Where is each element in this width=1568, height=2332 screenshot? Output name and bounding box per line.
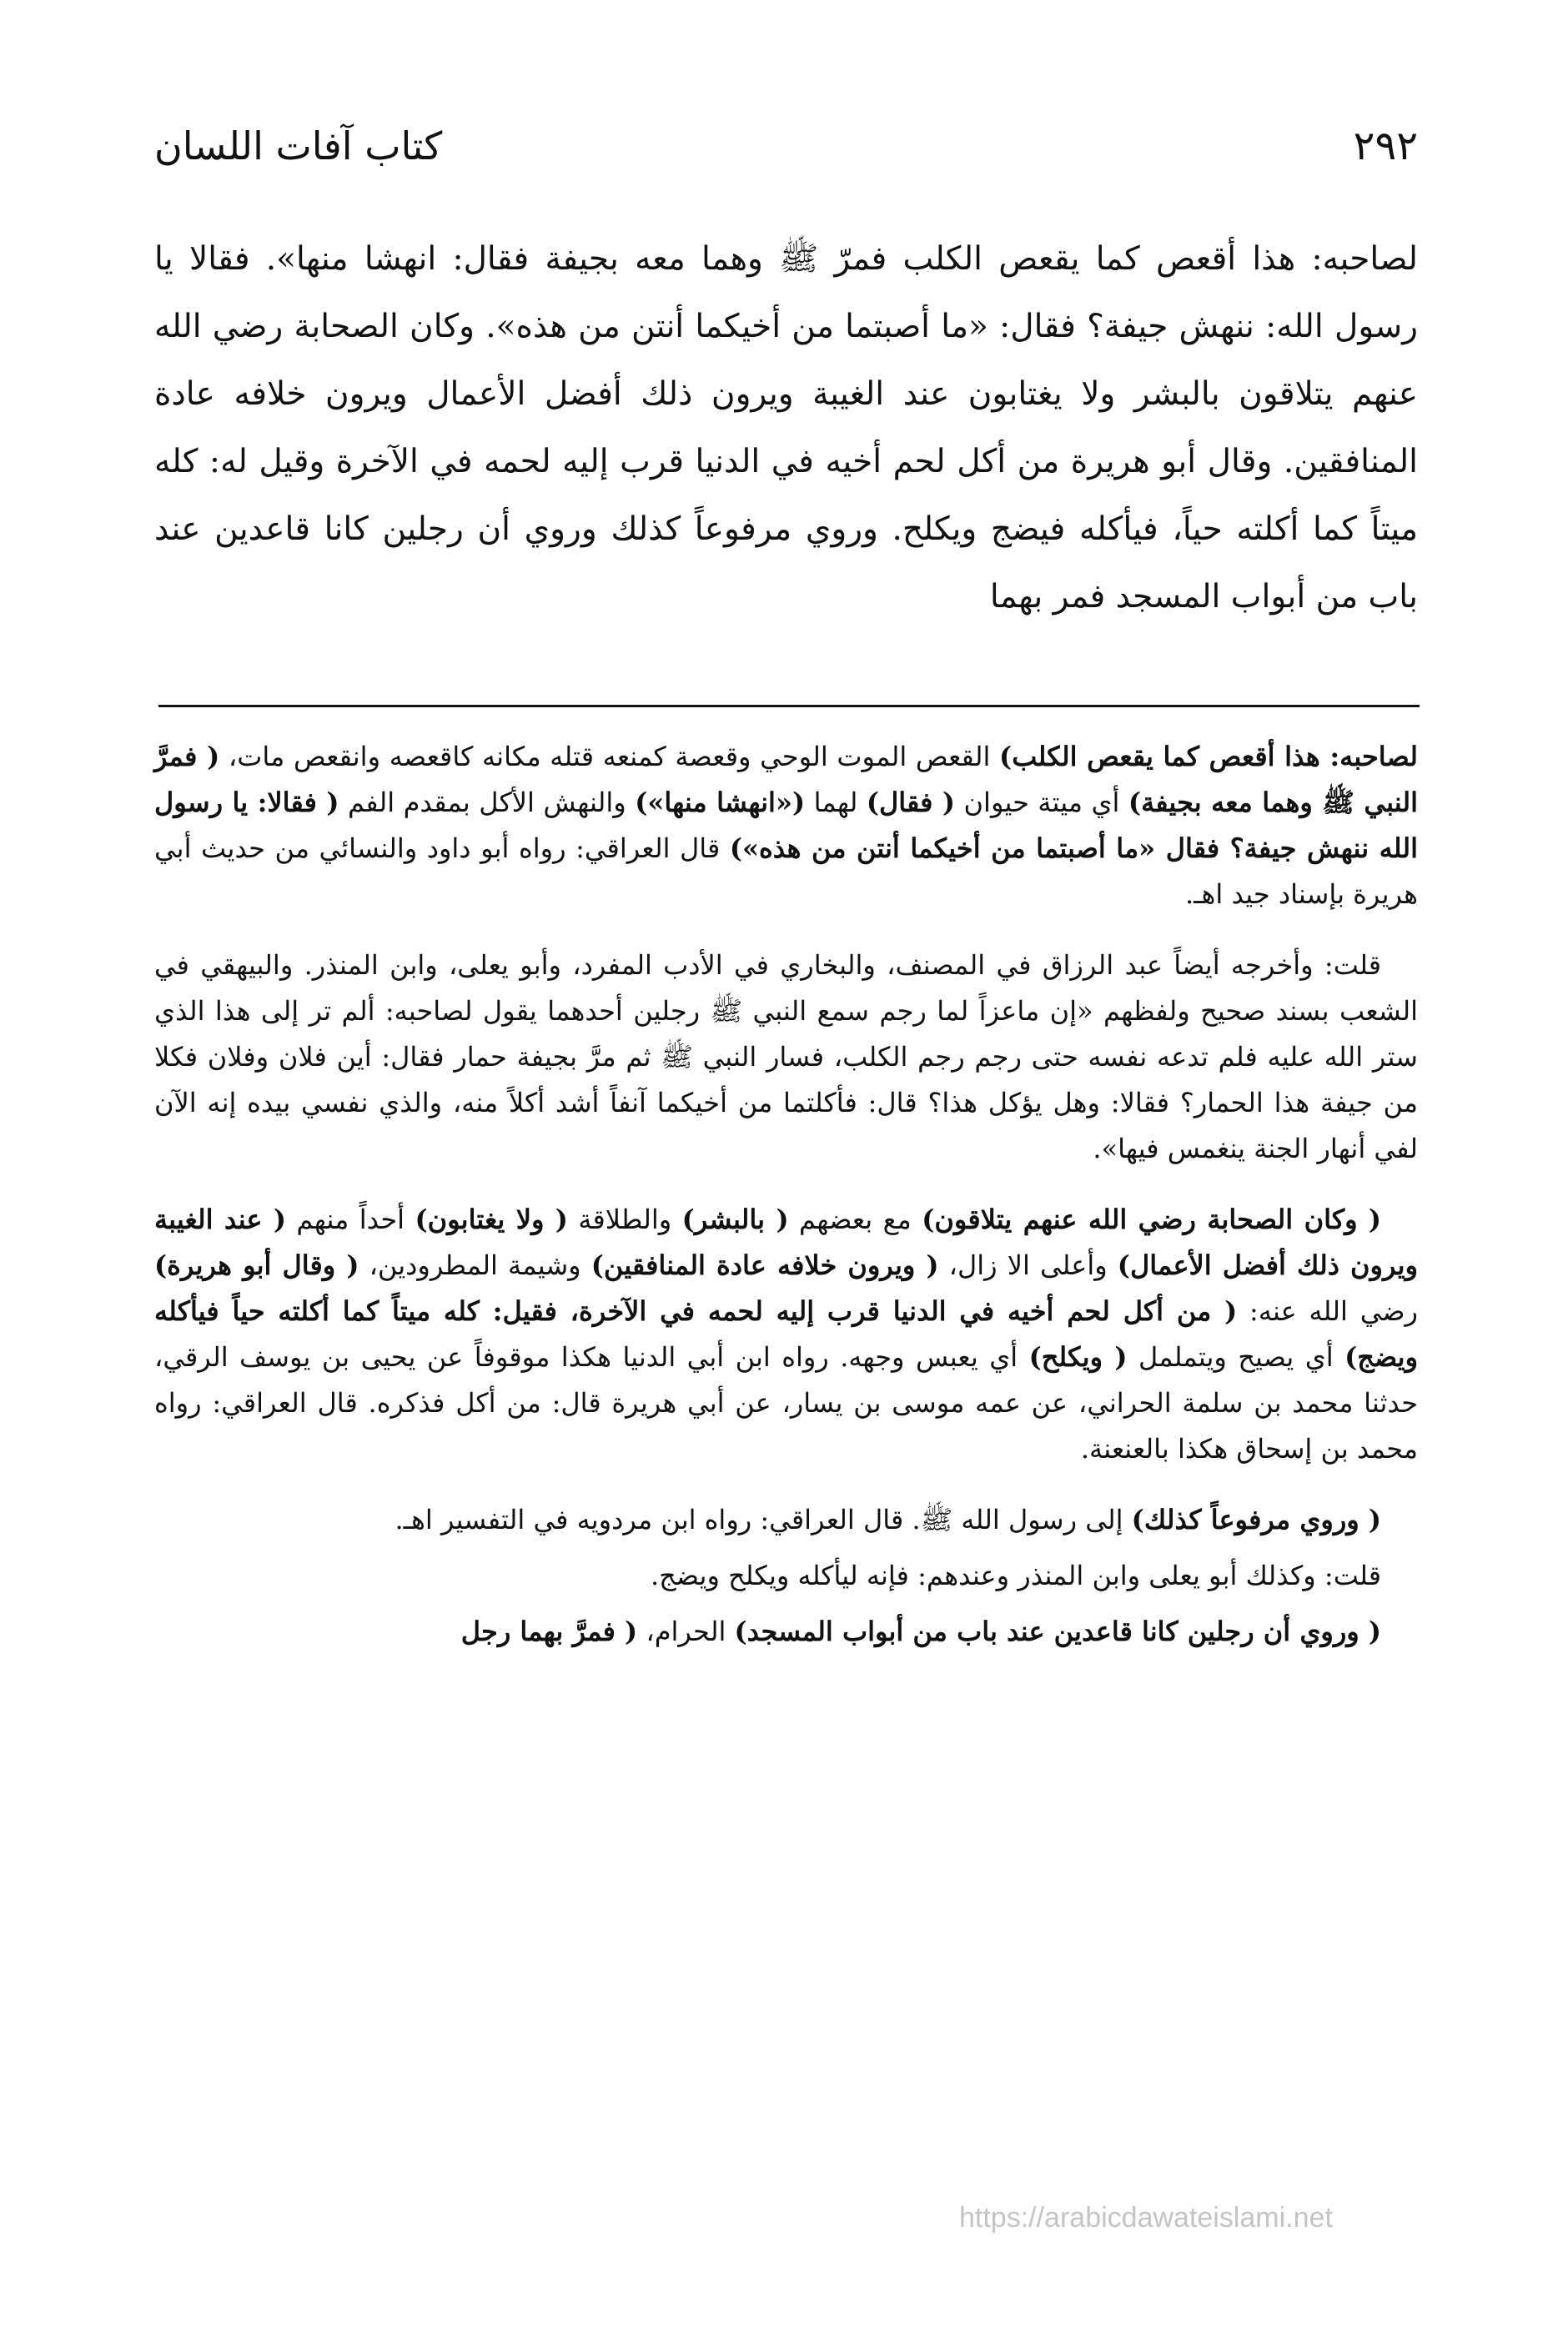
main-paragraph: لصاحبه: هذا أقعص كما يقعص الكلب فمرّ ﷺ وهما معه بجيفة فقال: انهشا منها». فقالا يا رسول الله: ننهش جيفة؟ فقال: «ما أصبتما من أخيكما أنتن من هذه». وكان الصحابة رضي الله عنهم يتلاقون بالبشر ولا يغتابون عند الغيبة ويرون ذلك أفضل الأعمال ويرون خلافه عادة المنافقين. وقال أبو هريرة من أكل لحم أخيه في الدنيا قرب إليه لحمه في الآخرة وقيل له: كله ميتاً كما أكلته حياً، فيأكله فيضج ويكلح. وروي مرفوعاً كذلك وروي أن رجلين كانا قاعدين عند باب من أبواب المسجد فمر بهما <box>154 240 1418 616</box>
quoted-phrase: ( وروي مرفوعاً كذلك) <box>1131 1504 1381 1535</box>
page-header <box>154 117 1418 175</box>
explanation-text: أي يعبس وجهه. رواه ابن أبي الدنيا هكذا موقوفاً عن يحيى بن يوسف الرقي، حدثنا محمد بن سلمة الحراني، عن عمه موسى بن يسار، عن أبي هريرة قال: من أكل فذكره. قال العراقي: رواه محمد بن إسحاق هكذا بالعنعنة. <box>154 1341 1419 1465</box>
explanation-text: وشيمة المطرودين، <box>359 1249 591 1281</box>
explanation-text: إلى رسول الله ﷺ. قال العراقي: رواه ابن مردويه في التفسير اهـ. <box>395 1504 1132 1535</box>
quoted-phrase: ( فمرَّ بهما رجل <box>460 1616 638 1647</box>
book-title: كتاب آفات اللسان <box>154 123 443 168</box>
commentary-paragraph-4 <box>154 1497 1418 1543</box>
explanation-text: قال العراقي: رواه أبو داود والنسائي من حديث أبي هريرة بإسناد جيد اهـ. <box>154 832 1418 910</box>
commentary-paragraph-6 <box>154 1609 1418 1655</box>
quoted-phrase: ( عند الغيبة ويرون ذلك أفضل الأعمال) <box>154 1204 1419 1281</box>
quoted-phrase: ( بالبشر) <box>681 1204 789 1235</box>
explanation-text: والنهش الأكل بمقدم الفم <box>339 787 636 818</box>
explanation-text: لهما <box>805 787 867 818</box>
commentary-paragraph-3 <box>154 1197 1418 1472</box>
explanation-text: مع بعضهم <box>788 1204 922 1235</box>
commentary-paragraph-5: قلت: وكذلك أبو يعلى وابن المنذر وعندهم: فإنه ليأكله ويكلح ويضج. <box>650 1560 1381 1591</box>
quoted-phrase: ( فمرَّ النبي ﷺ وهما معه بجيفة) <box>154 741 1419 818</box>
quoted-phrase: ( وكان الصحابة رضي الله عنهم يتلاقون) <box>922 1204 1382 1235</box>
explanation-text: أي ميتة حيوان <box>955 787 1128 818</box>
quoted-phrase: ( وقال أبو هريرة) <box>154 1249 359 1281</box>
quoted-phrase: ( وروي أن رجلين كانا قاعدين عند باب من أبواب المسجد) <box>734 1616 1381 1647</box>
quoted-phrase: («انهشا منها») <box>635 787 806 818</box>
explanation-text: أحداً منهم <box>286 1204 415 1235</box>
quoted-phrase: ( ويكلح) <box>1028 1341 1128 1373</box>
explanation-text: القعص الموت الوحي وقعصة كمنعه قتله مكانه كاقعصه وانقعص مات، <box>219 741 1000 772</box>
explanation-text: وأعلى الا زال، <box>938 1249 1118 1281</box>
quoted-phrase: لصاحبه: هذا أقعص كما يقعص الكلب) <box>999 741 1419 772</box>
explanation-text: الحرام، <box>637 1616 735 1647</box>
watermark-url: https://arabicdawateislami.net <box>959 2202 1333 2234</box>
quoted-phrase: ( من أكل لحم أخيه في الدنيا قرب إليه لحمه في الآخرة، فقيل: كله ميتاً كما أكلته حياً فيأكله ويضج) <box>154 1295 1419 1373</box>
explanation-text: رضي الله عنه: <box>1237 1295 1419 1327</box>
commentary-paragraph-2: قلت: وأخرجه أيضاً عبد الرزاق في المصنف، والبخاري في الأدب المفرد، وأبو يعلى، وابن المنذر. والبيهقي في الشعب بسند صحيح ولفظهم «إن ماعزاً لما رجم سمع النبي ﷺ رجلين أحدهما يقول لصاحبه: ألم تر إلى هذا الذي ستر الله عليه فلم تدعه نفسه حتى رجم رجم الكلب، فسار النبي ﷺ ثم مرَّ بجيفة حمار فقال: أين فلان وفلان فكلا من جيفة هذا الحمار؟ فقالا: وهل يؤكل هذا؟ قال: فأكلتما من أخيكما آنفاً أشد أكلاً منه، والذي نفسي بيده إنه الآن لفي أنهار الجنة ينغمس فيها». <box>154 949 1419 1164</box>
explanation-text: أي يصيح ويتململ <box>1127 1341 1345 1373</box>
footnote-separator <box>158 705 1420 707</box>
page-number: ٢٩٢ <box>1353 123 1418 169</box>
quoted-phrase: ( ويرون خلافه عادة المنافقين) <box>591 1249 939 1281</box>
main-text <box>154 225 1418 631</box>
commentary-paragraph-1 <box>154 734 1418 917</box>
quoted-phrase: ( فقال) <box>866 787 956 818</box>
quoted-phrase: ( ولا يغتابون) <box>415 1204 568 1235</box>
commentary <box>154 734 1418 1680</box>
quoted-phrase: ( فقالا: يا رسول الله ننهش جيفة؟ فقال «ما أصبتما من أخيكما أنتن من هذه») <box>154 787 1419 864</box>
explanation-text: والطلاقة <box>567 1204 682 1235</box>
